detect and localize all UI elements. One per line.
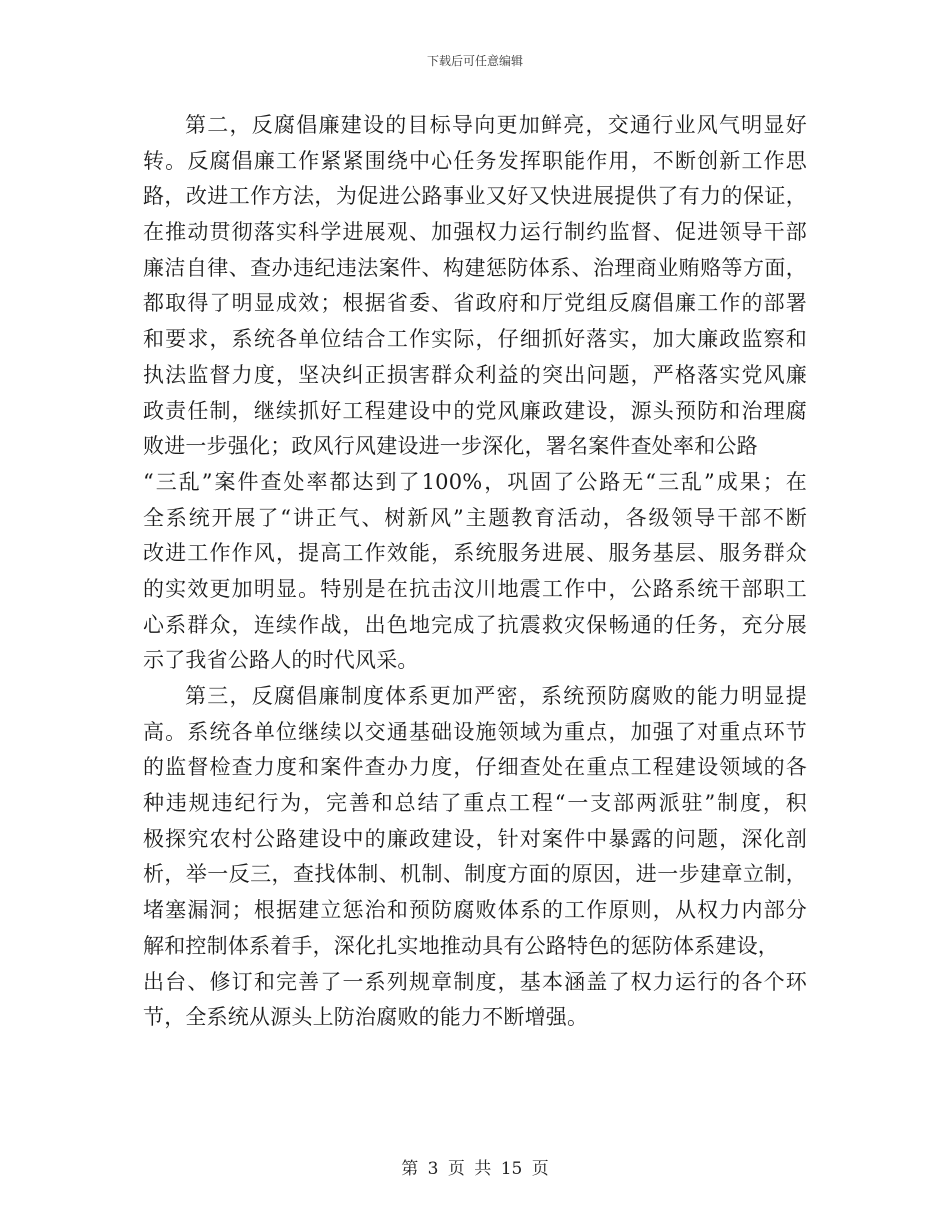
paragraph-line: 政责任制，继续抓好工程建设中的党风廉政建设，源头预防和治理腐 bbox=[143, 398, 807, 423]
paragraph-line: 堵塞漏洞；根据建立惩治和预防腐败体系的工作原则，从权力内部分 bbox=[143, 898, 807, 923]
paragraph-line: 心系群众，连续作战，出色地完成了抗震救灾保畅通的任务，充分展 bbox=[143, 612, 807, 637]
paragraph-line: 种违规违纪行为，完善和总结了重点工程“一支部两派驻”制度，积 bbox=[143, 791, 807, 816]
paragraph-line: 在推动贯彻落实科学进展观、加强权力运行制约监督、促进领导干部 bbox=[143, 220, 807, 245]
paragraph-line: 都取得了明显成效；根据省委、省政府和厅党组反腐倡廉工作的部署 bbox=[143, 291, 807, 316]
paragraph-line: 第二，反腐倡廉建设的目标导向更加鲜亮，交通行业风气明显好 bbox=[185, 113, 807, 137]
document-body bbox=[143, 108, 807, 1036]
paragraph-line: 廉洁自律、查办违纪违法案件、构建惩防体系、治理商业贿赂等方面， bbox=[143, 255, 807, 280]
paragraph-line: 出台、修订和完善了一系列规章制度，基本涵盖了权力运行的各个环 bbox=[143, 969, 807, 994]
paragraph-line: 和要求，系统各单位结合工作实际，仔细抓好落实，加大廉政监察和 bbox=[143, 327, 807, 352]
paragraph-line: 败进一步强化；政风行风建设进一步深化，署名案件查处率和公路 bbox=[143, 434, 758, 459]
paragraph-line: 解和控制体系着手，深化扎实地推动具有公路特色的惩防体系建设， bbox=[143, 933, 779, 958]
paragraph-line: 第三，反腐倡廉制度体系更加严密，系统预防腐败的能力明显提 bbox=[185, 684, 807, 708]
paragraph-line: 极探究农村公路建设中的廉政建设，针对案件中暴露的问题，深化剖 bbox=[143, 826, 807, 851]
paragraph-line: 的实效更加明显。特别是在抗击汶川地震工作中，公路系统干部职工 bbox=[143, 576, 807, 601]
paragraph-line: 节，全系统从源头上防治腐败的能力不断增强。 bbox=[143, 1005, 589, 1030]
paragraph-line: 高。系统各单位继续以交通基础设施领域为重点，加强了对重点环节 bbox=[143, 719, 807, 744]
page-number-footer: 第 3 页 共 15 页 bbox=[401, 1159, 549, 1179]
paragraph-line: “三乱”案件查处率都达到了100%，巩固了公路无“三乱”成果；在 bbox=[143, 469, 807, 494]
paragraph-line: 路，改进工作方法，为促进公路事业又好又快进展提供了有力的保证， bbox=[143, 184, 807, 209]
page-header: 下载后可任意编辑 bbox=[426, 54, 523, 68]
paragraph-line: 转。反腐倡廉工作紧紧围绕中心任务发挥职能作用，不断创新工作思 bbox=[143, 148, 807, 173]
paragraph-line: 执法监督力度，坚决纠正损害群众利益的突出问题，严格落实党风廉 bbox=[143, 362, 807, 387]
paragraph-line: 析，举一反三，查找体制、机制、制度方面的原因，进一步建章立制， bbox=[143, 862, 807, 887]
paragraph-line: 示了我省公路人的时代风采。 bbox=[143, 648, 419, 673]
paragraph-line: 的监督检查力度和案件查办力度，仔细查处在重点工程建设领域的各 bbox=[143, 755, 807, 780]
paragraph-line: 全系统开展了“讲正气、树新风”主题教育活动，各级领导干部不断 bbox=[143, 505, 807, 530]
paragraph-line: 改进工作作风，提高工作效能，系统服务进展、服务基层、服务群众 bbox=[143, 541, 807, 566]
